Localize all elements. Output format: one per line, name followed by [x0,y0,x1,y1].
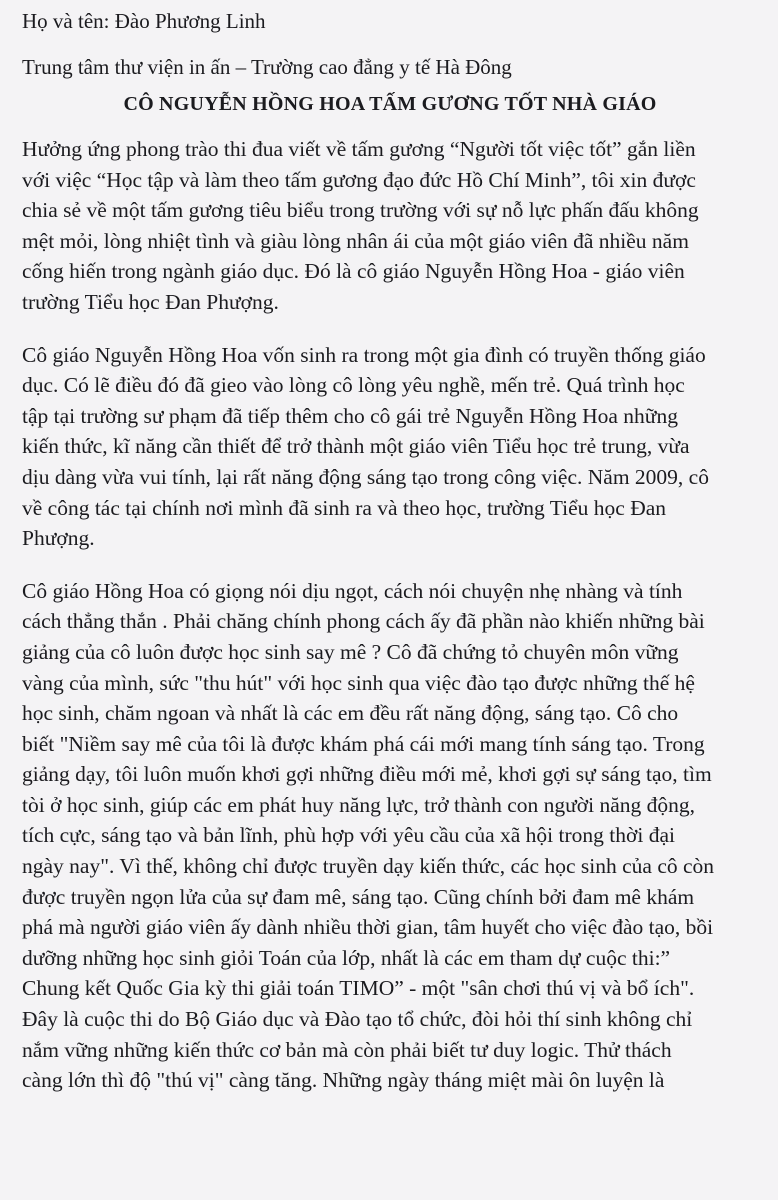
paragraph-line: về công tác tại chính nơi mình đã sinh ra và theo học, trường Tiểu học Đan [22,495,667,520]
article-body [22,134,758,1096]
paragraph-line: dưỡng những học sinh giỏi Toán của lớp, nhất là các em tham dự cuộc thi:” [22,945,671,970]
paragraph-line: vàng của mình, sức "thu hút" với học sinh qua việc đào tạo được những thế hệ [22,670,695,695]
paragraph-line: Phượng. [22,526,95,551]
paragraph-line: tòi ở học sinh, giúp các em phát huy năng lực, trở thành con người năng động, [22,792,696,817]
paragraph-line: tích cực, sáng tạo và bản lĩnh, phù hợp với yêu cầu của xã hội trong thời đại [22,823,675,848]
paragraph-line: Đây là cuộc thi do Bộ Giáo dục và Đào tạo tổ chức, đòi hỏi thí sinh không chỉ [22,1007,693,1032]
paragraph-line: cống hiến trong ngành giáo dục. Đó là cô giáo Nguyễn Hồng Hoa - giáo viên [22,259,685,284]
paragraph-line: Hưởng ứng phong trào thi đua viết về tấm gương “Người tốt việc tốt” gắn liền [22,137,696,161]
paragraph-line: tập tại trường sư phạm đã tiếp thêm cho cô gái trẻ Nguyễn Hồng Hoa những [22,403,678,428]
author-line: Họ và tên: Đào Phương Linh [22,9,266,33]
paragraph-line: giảng dạy, tôi luôn muốn khơi gợi những điều mới mẻ, khơi gợi sự sáng tạo, tìm [22,762,712,787]
paragraph-line: học sinh, chăm ngoan và nhất là các em đều rất năng động, sáng tạo. Cô cho [22,701,679,726]
organization-line: Trung tâm thư viện in ấn – Trường cao đẳng y tế Hà Đông [22,55,512,79]
document-title: CÔ NGUYỄN HỒNG HOA TẤM GƯƠNG TỐT NHÀ GIÁO [123,93,657,115]
paragraph-line: biết "Niềm say mê của tôi là được khám phá cái mới mang tính sáng tạo. Trong [22,731,705,756]
paragraph-2 [22,340,758,554]
paragraph-line: giảng của cô luôn được học sinh say mê ? Cô đã chứng tỏ chuyên môn vững [22,639,679,664]
paragraph-line: phá mà người giáo viên ấy dành nhiều thời gian, tâm huyết cho việc đào tạo, bồi [22,915,714,940]
paragraph-line: với việc “Học tập và làm theo tấm gương đạo đức Hồ Chí Minh”, tôi xin được [22,167,696,192]
paragraph-line: càng lớn thì độ "thú vị" càng tăng. Những ngày tháng miệt mài ôn luyện là [22,1068,665,1093]
paragraph-line: dục. Có lẽ điều đó đã gieo vào lòng cô lòng yêu nghề, mến trẻ. Quá trình học [22,373,685,398]
paragraph-3 [22,576,758,1096]
paragraph-line: kiến thức, kĩ năng cần thiết để trở thành một giáo viên Tiểu học trẻ trung, vừa [22,434,690,459]
paragraph-line: nắm vững những kiến thức cơ bản mà còn phải biết tư duy logic. Thử thách [22,1037,672,1062]
paragraph-1 [22,134,758,318]
paragraph-line: dịu dàng vừa vui tính, lại rất năng động sáng tạo trong công việc. Năm 2009, cô [22,464,709,489]
paragraph-line: cách thẳng thắn . Phải chăng chính phong cách ấy đã phần nào khiến những bài [22,609,705,634]
paragraph-line: Cô giáo Nguyễn Hồng Hoa vốn sinh ra trong một gia đình có truyền thống giáo [22,342,706,367]
paragraph-line: trường Tiểu học Đan Phượng. [22,289,279,314]
paragraph-line: chia sẻ về một tấm gương tiêu biểu trong trường với sự nỗ lực phấn đấu không [22,198,699,223]
paragraph-line: được truyền ngọn lửa của sự đam mê, sáng tạo. Cũng chính bởi đam mê khám [22,884,695,909]
paragraph-line: ngày nay". Vì thế, không chỉ được truyền dạy kiến thức, các học sinh của cô còn [22,854,715,879]
paragraph-line: Chung kết Quốc Gia kỳ thi giải toán TIMO” - một "sân chơi thú vị và bổ ích". [22,976,695,1001]
paragraph-line: mệt mỏi, lòng nhiệt tình và giàu lòng nhân ái của một giáo viên đã nhiều năm [22,228,689,253]
paragraph-line: Cô giáo Hồng Hoa có giọng nói dịu ngọt, cách nói chuyện nhẹ nhàng và tính [22,578,683,603]
